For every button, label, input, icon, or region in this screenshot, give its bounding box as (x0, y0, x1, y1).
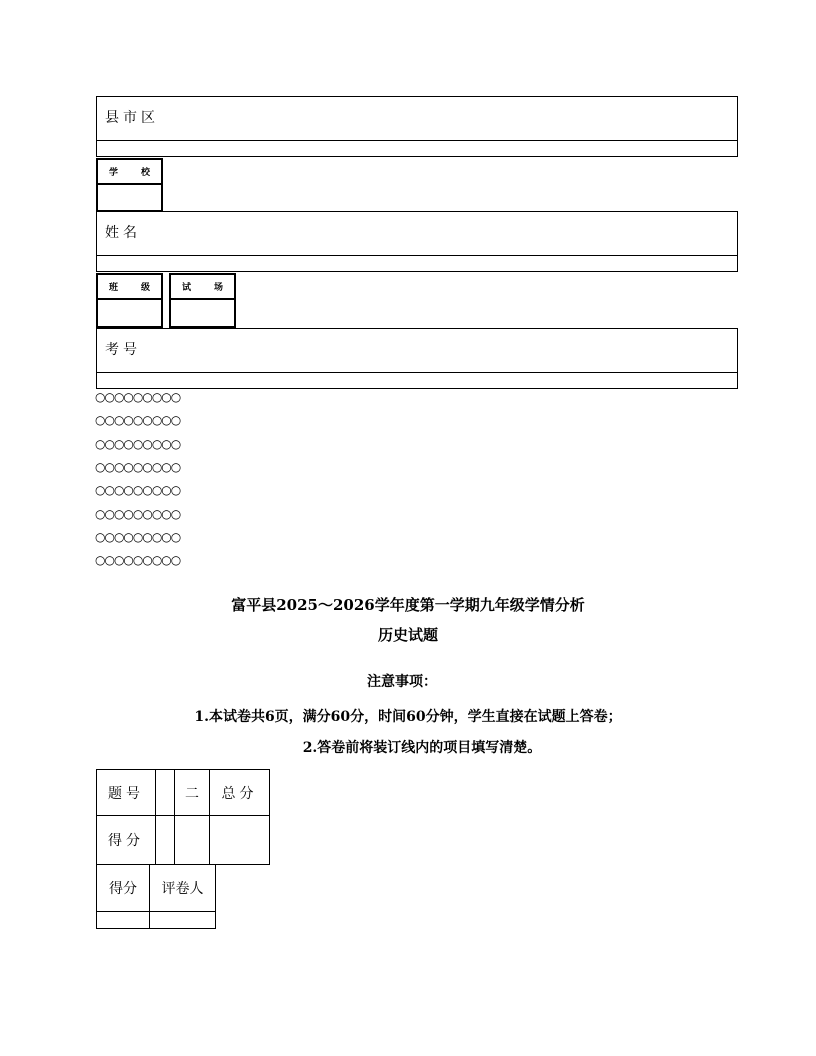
grader-table (96, 864, 216, 929)
exam-title: 富平县2025～2026学年度第一学期九年级学情分析 (231, 596, 585, 614)
binding-line-row: ○○○○○○○○○ (95, 460, 181, 474)
room-box[interactable] (169, 273, 236, 328)
binding-line-row: ○○○○○○○○○ (95, 507, 181, 521)
room-label: 试 场 (170, 274, 235, 300)
binding-line-row: ○○○○○○○○○ (95, 390, 181, 404)
score-row-label: 得分 (97, 816, 156, 865)
binding-line-row: ○○○○○○○○○ (95, 437, 181, 451)
score-table-header: 总分 (210, 770, 270, 816)
school-label: 学 校 (97, 159, 162, 185)
score-cell[interactable] (156, 816, 175, 865)
exam-number-strip (97, 372, 737, 388)
notice-item: 1.本试卷共6页，满分60分，时间60分钟，学生直接在试题上答卷； (194, 709, 622, 725)
binding-line-row: ○○○○○○○○○ (95, 413, 181, 427)
binding-line-row: ○○○○○○○○○ (95, 553, 181, 567)
score-cell[interactable] (210, 816, 270, 865)
grader-name-cell[interactable] (150, 912, 216, 929)
class-box[interactable] (96, 273, 163, 328)
score-table-header: 二 (175, 770, 210, 816)
name-strip (97, 255, 737, 271)
grader-score-cell[interactable] (97, 912, 150, 929)
name-field[interactable] (96, 211, 738, 272)
grader-name-header: 评卷人 (150, 865, 216, 912)
binding-line-row: ○○○○○○○○○ (95, 483, 181, 497)
score-table (96, 769, 270, 865)
notice-heading: 注意事项： (367, 674, 437, 690)
school-box[interactable] (96, 158, 163, 212)
exam-subject: 历史试题 (377, 626, 438, 644)
score-table-header: 题号 (97, 770, 156, 816)
exam-number-field[interactable] (96, 328, 738, 389)
class-label: 班 级 (97, 274, 162, 300)
grader-score-header: 得分 (97, 865, 150, 912)
county-field[interactable] (96, 96, 738, 157)
notice-item: 2.答卷前将装订线内的项目填写清楚。 (302, 740, 542, 756)
county-label: 县市区 (105, 110, 159, 126)
county-strip (97, 140, 737, 156)
binding-line-row: ○○○○○○○○○ (95, 530, 181, 544)
score-table-header (156, 770, 175, 816)
name-label: 姓名 (105, 225, 141, 241)
score-cell[interactable] (175, 816, 210, 865)
exam-number-label: 考号 (105, 342, 141, 358)
